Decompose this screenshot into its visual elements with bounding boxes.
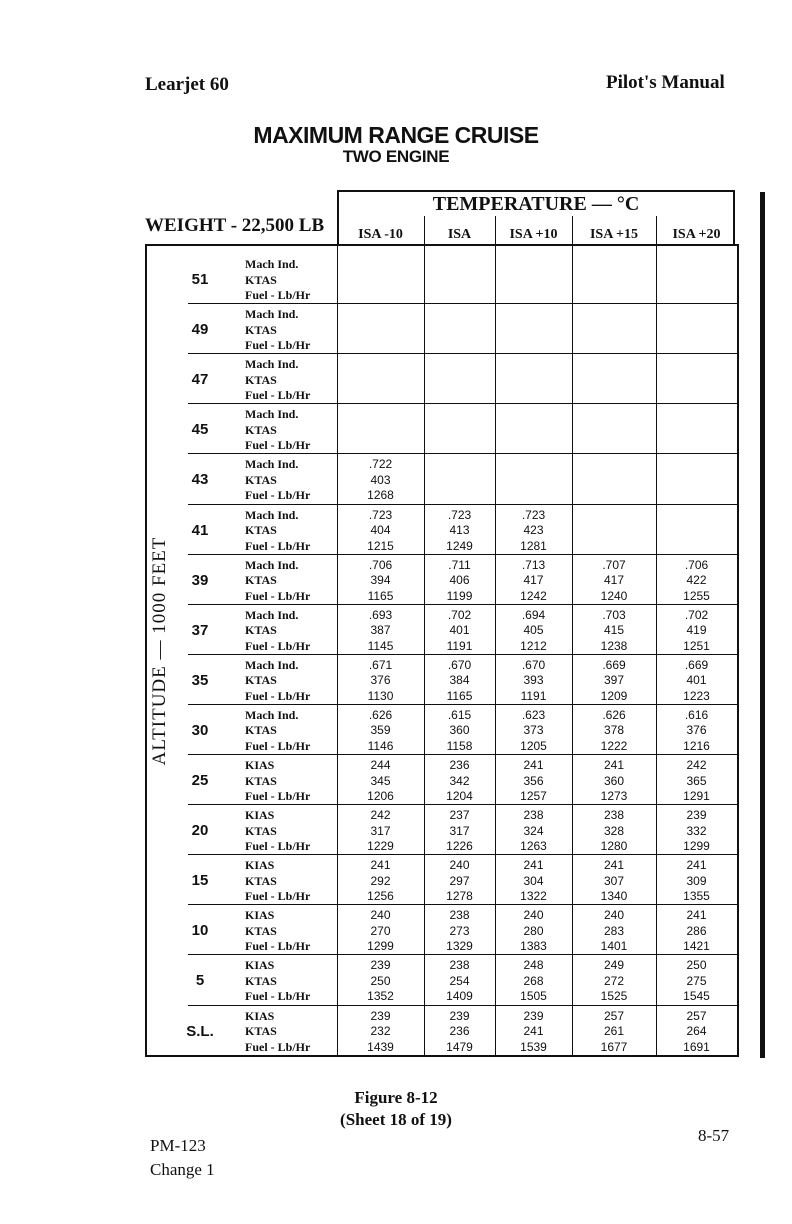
parameter-label: KTAS: [245, 973, 277, 988]
table-cell: .670: [521, 657, 546, 672]
table-cell: .723: [521, 507, 546, 522]
header-divider: [656, 216, 657, 244]
temperature-title: TEMPERATURE — °C: [432, 193, 640, 215]
altitude-value: 47: [191, 371, 209, 389]
table-cell: 1256: [367, 889, 394, 904]
table-cell: 406: [449, 573, 470, 588]
parameter-label: Fuel - Lb/Hr: [245, 939, 311, 954]
table-cell: 270: [370, 923, 391, 938]
weight-label: WEIGHT - 22,500 LB: [145, 215, 325, 236]
table-cell: 417: [603, 573, 625, 588]
table-cell: 1299: [683, 839, 710, 854]
table-cell: 1278: [446, 889, 473, 904]
table-cell: 240: [523, 908, 544, 923]
altitude-axis-text: ALTITUDE — 1000 FEET: [149, 536, 170, 766]
table-cell: 241: [523, 858, 544, 873]
parameter-label: KTAS: [245, 272, 277, 287]
header-manual: Pilot's Manual: [606, 72, 725, 93]
table-cell: 1322: [520, 889, 547, 904]
parameter-label: Fuel - Lb/Hr: [245, 638, 311, 653]
parameter-label: Fuel - Lb/Hr: [245, 388, 311, 403]
table-cell: 257: [686, 1008, 707, 1023]
table-cell: 324: [523, 823, 544, 838]
page-title: MAXIMUM RANGE CRUISE: [253, 122, 539, 148]
table-cell: 238: [449, 958, 470, 973]
footer-doc-number: PM-123: [150, 1136, 206, 1155]
table-cell: .616: [684, 707, 709, 722]
table-cell: 241: [523, 1024, 544, 1038]
table-cell: 384: [449, 673, 470, 688]
row-divider: [188, 554, 737, 555]
row-divider: [188, 504, 737, 505]
table-cell: 238: [603, 808, 625, 823]
column-header: ISA +10: [509, 227, 558, 242]
table-cell: 1223: [683, 688, 710, 703]
column-header: ISA +15: [589, 227, 639, 242]
row-divider: [188, 904, 737, 905]
table-cell: 1229: [367, 839, 394, 854]
table-cell: 1409: [446, 989, 473, 1004]
table-cell: 236: [449, 758, 470, 772]
parameter-label: Fuel - Lb/Hr: [245, 889, 311, 904]
table-cell: 307: [603, 873, 625, 888]
table-cell: 1251: [683, 638, 710, 653]
table-cell: .702: [447, 607, 472, 622]
table-cell: 423: [523, 523, 544, 537]
table-cell: 232: [370, 1024, 391, 1038]
table-cell: .723: [368, 507, 393, 522]
parameter-label: KTAS: [245, 1024, 277, 1038]
parameter-label: Fuel - Lb/Hr: [245, 288, 311, 302]
table-cell: 1165: [367, 588, 394, 603]
table-cell: 1505: [520, 989, 547, 1004]
table-cell: 254: [449, 973, 470, 988]
table-cell: 280: [523, 923, 544, 938]
parameter-label: Mach Ind.: [245, 657, 299, 672]
table-cell: 1205: [520, 738, 547, 753]
table-cell: 240: [370, 908, 391, 923]
table-cell: 345: [370, 773, 391, 788]
table-cell: 387: [370, 623, 391, 638]
table-cell: .669: [684, 657, 709, 672]
table-cell: 1401: [600, 939, 628, 954]
row-divider: [188, 804, 737, 805]
table-cell: 1291: [683, 789, 710, 803]
table-cell: .626: [368, 707, 393, 722]
parameter-label: Fuel - Lb/Hr: [245, 538, 311, 553]
table-cell: .713: [521, 557, 546, 572]
column-header: ISA: [447, 227, 472, 242]
table-cell: 242: [370, 808, 391, 823]
parameter-label: KIAS: [245, 758, 275, 772]
table-cell: 237: [449, 808, 470, 823]
table-cell: 273: [449, 923, 470, 938]
header-divider: [572, 216, 573, 244]
table-cell: .693: [368, 607, 393, 622]
altitude-value: 35: [191, 671, 209, 689]
table-cell: 1355: [683, 889, 710, 904]
table-cell: 286: [686, 923, 707, 938]
parameter-label: KTAS: [245, 372, 277, 387]
table-cell: .711: [448, 557, 471, 572]
table-cell: 376: [686, 723, 707, 738]
altitude-value: 10: [191, 922, 209, 940]
table-cell: .703: [602, 607, 626, 622]
table-cell: 241: [370, 858, 391, 873]
parameter-label: KIAS: [245, 858, 275, 873]
table-cell: 356: [523, 773, 544, 788]
table-cell: 1146: [367, 738, 394, 753]
table-cell: 401: [686, 673, 707, 688]
table-cell: .626: [602, 707, 626, 722]
table-cell: 365: [686, 773, 707, 788]
altitude-value: 5: [195, 972, 205, 990]
parameter-label: Fuel - Lb/Hr: [245, 1039, 311, 1054]
parameter-label: Fuel - Lb/Hr: [245, 789, 311, 803]
parameter-label: KTAS: [245, 523, 277, 537]
altitude-value: 43: [191, 471, 209, 489]
parameter-label: Fuel - Lb/Hr: [245, 738, 311, 753]
table-cell: 240: [603, 908, 625, 923]
table-cell: .669: [602, 657, 626, 672]
table-cell: 1165: [446, 688, 473, 703]
parameter-label: Mach Ind.: [245, 407, 299, 422]
table-cell: 1539: [520, 1039, 547, 1054]
table-cell: 241: [686, 858, 707, 873]
table-cell: .706: [684, 557, 709, 572]
table-cell: 419: [686, 623, 707, 638]
table-cell: 1158: [446, 738, 473, 753]
table-cell: 1240: [600, 588, 628, 603]
table-cell: 1242: [520, 588, 547, 603]
table-cell: 317: [370, 823, 391, 838]
column-divider: [337, 246, 338, 1055]
table-cell: 309: [686, 873, 707, 888]
table-cell: 239: [449, 1008, 470, 1023]
table-cell: 239: [370, 958, 391, 973]
row-divider: [188, 1005, 737, 1006]
table-cell: 1439: [367, 1039, 394, 1054]
table-cell: 1280: [600, 839, 628, 854]
table-cell: 397: [603, 673, 625, 688]
table-cell: 242: [686, 758, 707, 772]
parameter-label: KTAS: [245, 873, 277, 888]
parameter-label: Mach Ind.: [245, 507, 299, 522]
table-cell: 1329: [446, 939, 473, 954]
table-cell: 1222: [600, 738, 628, 753]
table-cell: 378: [603, 723, 625, 738]
table-cell: .722: [368, 457, 393, 472]
table-cell: 376: [370, 673, 391, 688]
parameter-label: Mach Ind.: [245, 257, 299, 271]
row-divider: [188, 453, 737, 454]
parameter-label: Mach Ind.: [245, 557, 299, 572]
table-cell: 1352: [367, 989, 394, 1004]
table-cell: 1268: [367, 488, 394, 503]
table-cell: 292: [370, 873, 391, 888]
footer-left: [150, 1134, 215, 1182]
parameter-label: Fuel - Lb/Hr: [245, 588, 311, 603]
parameter-label: KTAS: [245, 573, 277, 588]
row-divider: [188, 353, 737, 354]
row-divider: [188, 704, 737, 705]
table-cell: 238: [449, 908, 470, 923]
table-cell: .694: [521, 607, 546, 622]
parameter-label: KTAS: [245, 923, 277, 938]
table-cell: 1340: [600, 889, 628, 904]
parameter-label: KIAS: [245, 808, 275, 823]
parameter-label: KTAS: [245, 673, 277, 688]
table-cell: 1209: [600, 688, 628, 703]
table-cell: 240: [449, 858, 470, 873]
table-cell: .670: [447, 657, 472, 672]
table-cell: 250: [370, 973, 391, 988]
table-cell: 1421: [683, 939, 710, 954]
row-divider: [188, 954, 737, 955]
figure-caption: Figure 8-12: [354, 1088, 438, 1107]
table-cell: 1257: [520, 789, 547, 803]
table-cell: .707: [602, 557, 626, 572]
parameter-label: KTAS: [245, 322, 277, 337]
parameter-label: KIAS: [245, 1008, 275, 1023]
table-cell: 415: [603, 623, 625, 638]
table-cell: 297: [449, 873, 470, 888]
table-cell: .723: [447, 507, 472, 522]
parameter-label: KTAS: [245, 472, 277, 487]
table-cell: 1299: [367, 939, 394, 954]
parameter-label: KTAS: [245, 422, 277, 437]
table-cell: 1273: [600, 789, 628, 803]
table-cell: 283: [603, 923, 625, 938]
table-cell: 1130: [367, 688, 394, 703]
table-cell: 413: [449, 523, 470, 537]
table-cell: 1145: [367, 638, 394, 653]
altitude-value: 45: [191, 421, 209, 439]
table-cell: 417: [523, 573, 544, 588]
column-header: ISA +20: [672, 227, 721, 242]
parameter-label: Fuel - Lb/Hr: [245, 488, 311, 503]
table-cell: 1212: [520, 638, 547, 653]
table-cell: 360: [449, 723, 470, 738]
table-cell: 249: [603, 958, 625, 973]
table-cell: 241: [686, 908, 707, 923]
table-cell: 404: [370, 523, 391, 537]
table-cell: 1383: [520, 939, 547, 954]
table-cell: 272: [603, 973, 625, 988]
table-cell: 332: [686, 823, 707, 838]
parameter-label: KTAS: [245, 623, 277, 638]
table-cell: 268: [523, 973, 544, 988]
table-cell: 304: [523, 873, 544, 888]
table-cell: 236: [449, 1024, 470, 1038]
table-cell: 1191: [520, 688, 547, 703]
parameter-label: KIAS: [245, 958, 275, 973]
table-cell: 342: [449, 773, 470, 788]
table-cell: 250: [686, 958, 707, 973]
parameter-label: Fuel - Lb/Hr: [245, 438, 311, 453]
table-cell: 1249: [446, 538, 473, 553]
row-divider: [188, 604, 737, 605]
table-cell: 244: [370, 758, 391, 772]
table-cell: 1199: [446, 588, 473, 603]
table-cell: 1677: [600, 1039, 628, 1054]
parameter-label: KIAS: [245, 908, 275, 923]
table-cell: 405: [523, 623, 544, 638]
table-cell: 317: [449, 823, 470, 838]
table-cell: 1216: [683, 738, 710, 753]
parameter-label: KTAS: [245, 773, 277, 788]
table-cell: 1204: [446, 789, 473, 803]
column-divider: [656, 246, 657, 1055]
parameter-label: Mach Ind.: [245, 707, 299, 722]
table-cell: 239: [370, 1008, 391, 1023]
table-cell: 422: [686, 573, 707, 588]
table-cell: .623: [521, 707, 546, 722]
table-cell: 1215: [367, 538, 394, 553]
table-cell: 241: [603, 858, 625, 873]
table-cell: 1545: [683, 989, 710, 1004]
change-bar: [760, 192, 765, 1058]
table-cell: 1263: [520, 839, 547, 854]
parameter-label: Mach Ind.: [245, 457, 299, 472]
table-cell: 257: [603, 1008, 625, 1023]
altitude-value: 30: [191, 721, 209, 739]
table-cell: 239: [523, 1008, 544, 1023]
row-divider: [188, 854, 737, 855]
page-number: 8-57: [698, 1126, 730, 1145]
row-divider: [188, 754, 737, 755]
table-cell: 1281: [520, 538, 547, 553]
table-cell: 248: [523, 958, 544, 973]
parameter-label: Fuel - Lb/Hr: [245, 338, 311, 353]
table-cell: 1226: [446, 839, 473, 854]
table-cell: 1206: [367, 789, 394, 803]
column-divider: [572, 246, 573, 1055]
table-cell: .671: [368, 657, 393, 672]
table-cell: 401: [449, 623, 470, 638]
table-cell: 394: [370, 573, 391, 588]
table-cell: 1479: [446, 1039, 473, 1054]
page-subtitle: TWO ENGINE: [342, 147, 450, 166]
header-aircraft: Learjet 60: [145, 74, 229, 95]
table-cell: 393: [523, 673, 544, 688]
table-cell: 1191: [446, 638, 473, 653]
parameter-label: Fuel - Lb/Hr: [245, 989, 311, 1004]
parameter-label: Mach Ind.: [245, 607, 299, 622]
table-cell: 261: [603, 1024, 625, 1038]
table-cell: .702: [684, 607, 709, 622]
altitude-value: S.L.: [186, 1022, 214, 1040]
table-cell: .615: [447, 707, 472, 722]
row-divider: [188, 403, 737, 404]
table-cell: 275: [686, 973, 707, 988]
altitude-value: 39: [191, 571, 209, 589]
table-cell: 403: [370, 472, 391, 487]
table-cell: 238: [523, 808, 544, 823]
altitude-value: 20: [191, 822, 209, 840]
table-cell: 1691: [683, 1039, 710, 1054]
parameter-label: Fuel - Lb/Hr: [245, 839, 311, 854]
table-cell: .706: [368, 557, 393, 572]
header-divider: [495, 216, 496, 244]
table-cell: 264: [686, 1024, 707, 1038]
altitude-value: 51: [191, 271, 209, 288]
table-cell: 241: [523, 758, 544, 772]
table-cell: 1255: [683, 588, 710, 603]
parameter-label: Fuel - Lb/Hr: [245, 688, 311, 703]
altitude-value: 49: [191, 321, 209, 339]
header-divider: [424, 216, 425, 244]
altitude-value: 15: [191, 872, 209, 890]
altitude-value: 25: [191, 772, 209, 789]
figure-sheet: (Sheet 18 of 19): [340, 1110, 452, 1129]
altitude-value: 41: [191, 521, 209, 539]
altitude-value: 37: [191, 621, 209, 639]
footer-change: Change 1: [150, 1160, 215, 1179]
table-cell: 1525: [600, 989, 628, 1004]
parameter-label: Mach Ind.: [245, 357, 299, 372]
table-cell: 373: [523, 723, 544, 738]
parameter-label: Mach Ind.: [245, 307, 299, 322]
table-cell: 359: [370, 723, 391, 738]
table-cell: 1238: [600, 638, 628, 653]
column-header: ISA -10: [358, 227, 403, 242]
parameter-label: KTAS: [245, 823, 277, 838]
table-cell: 360: [603, 773, 625, 788]
table-cell: 239: [686, 808, 707, 823]
parameter-label: KTAS: [245, 723, 277, 738]
row-divider: [188, 654, 737, 655]
column-divider: [495, 246, 496, 1055]
table-cell: 241: [603, 758, 625, 772]
row-divider: [188, 303, 737, 304]
table-cell: 328: [603, 823, 625, 838]
